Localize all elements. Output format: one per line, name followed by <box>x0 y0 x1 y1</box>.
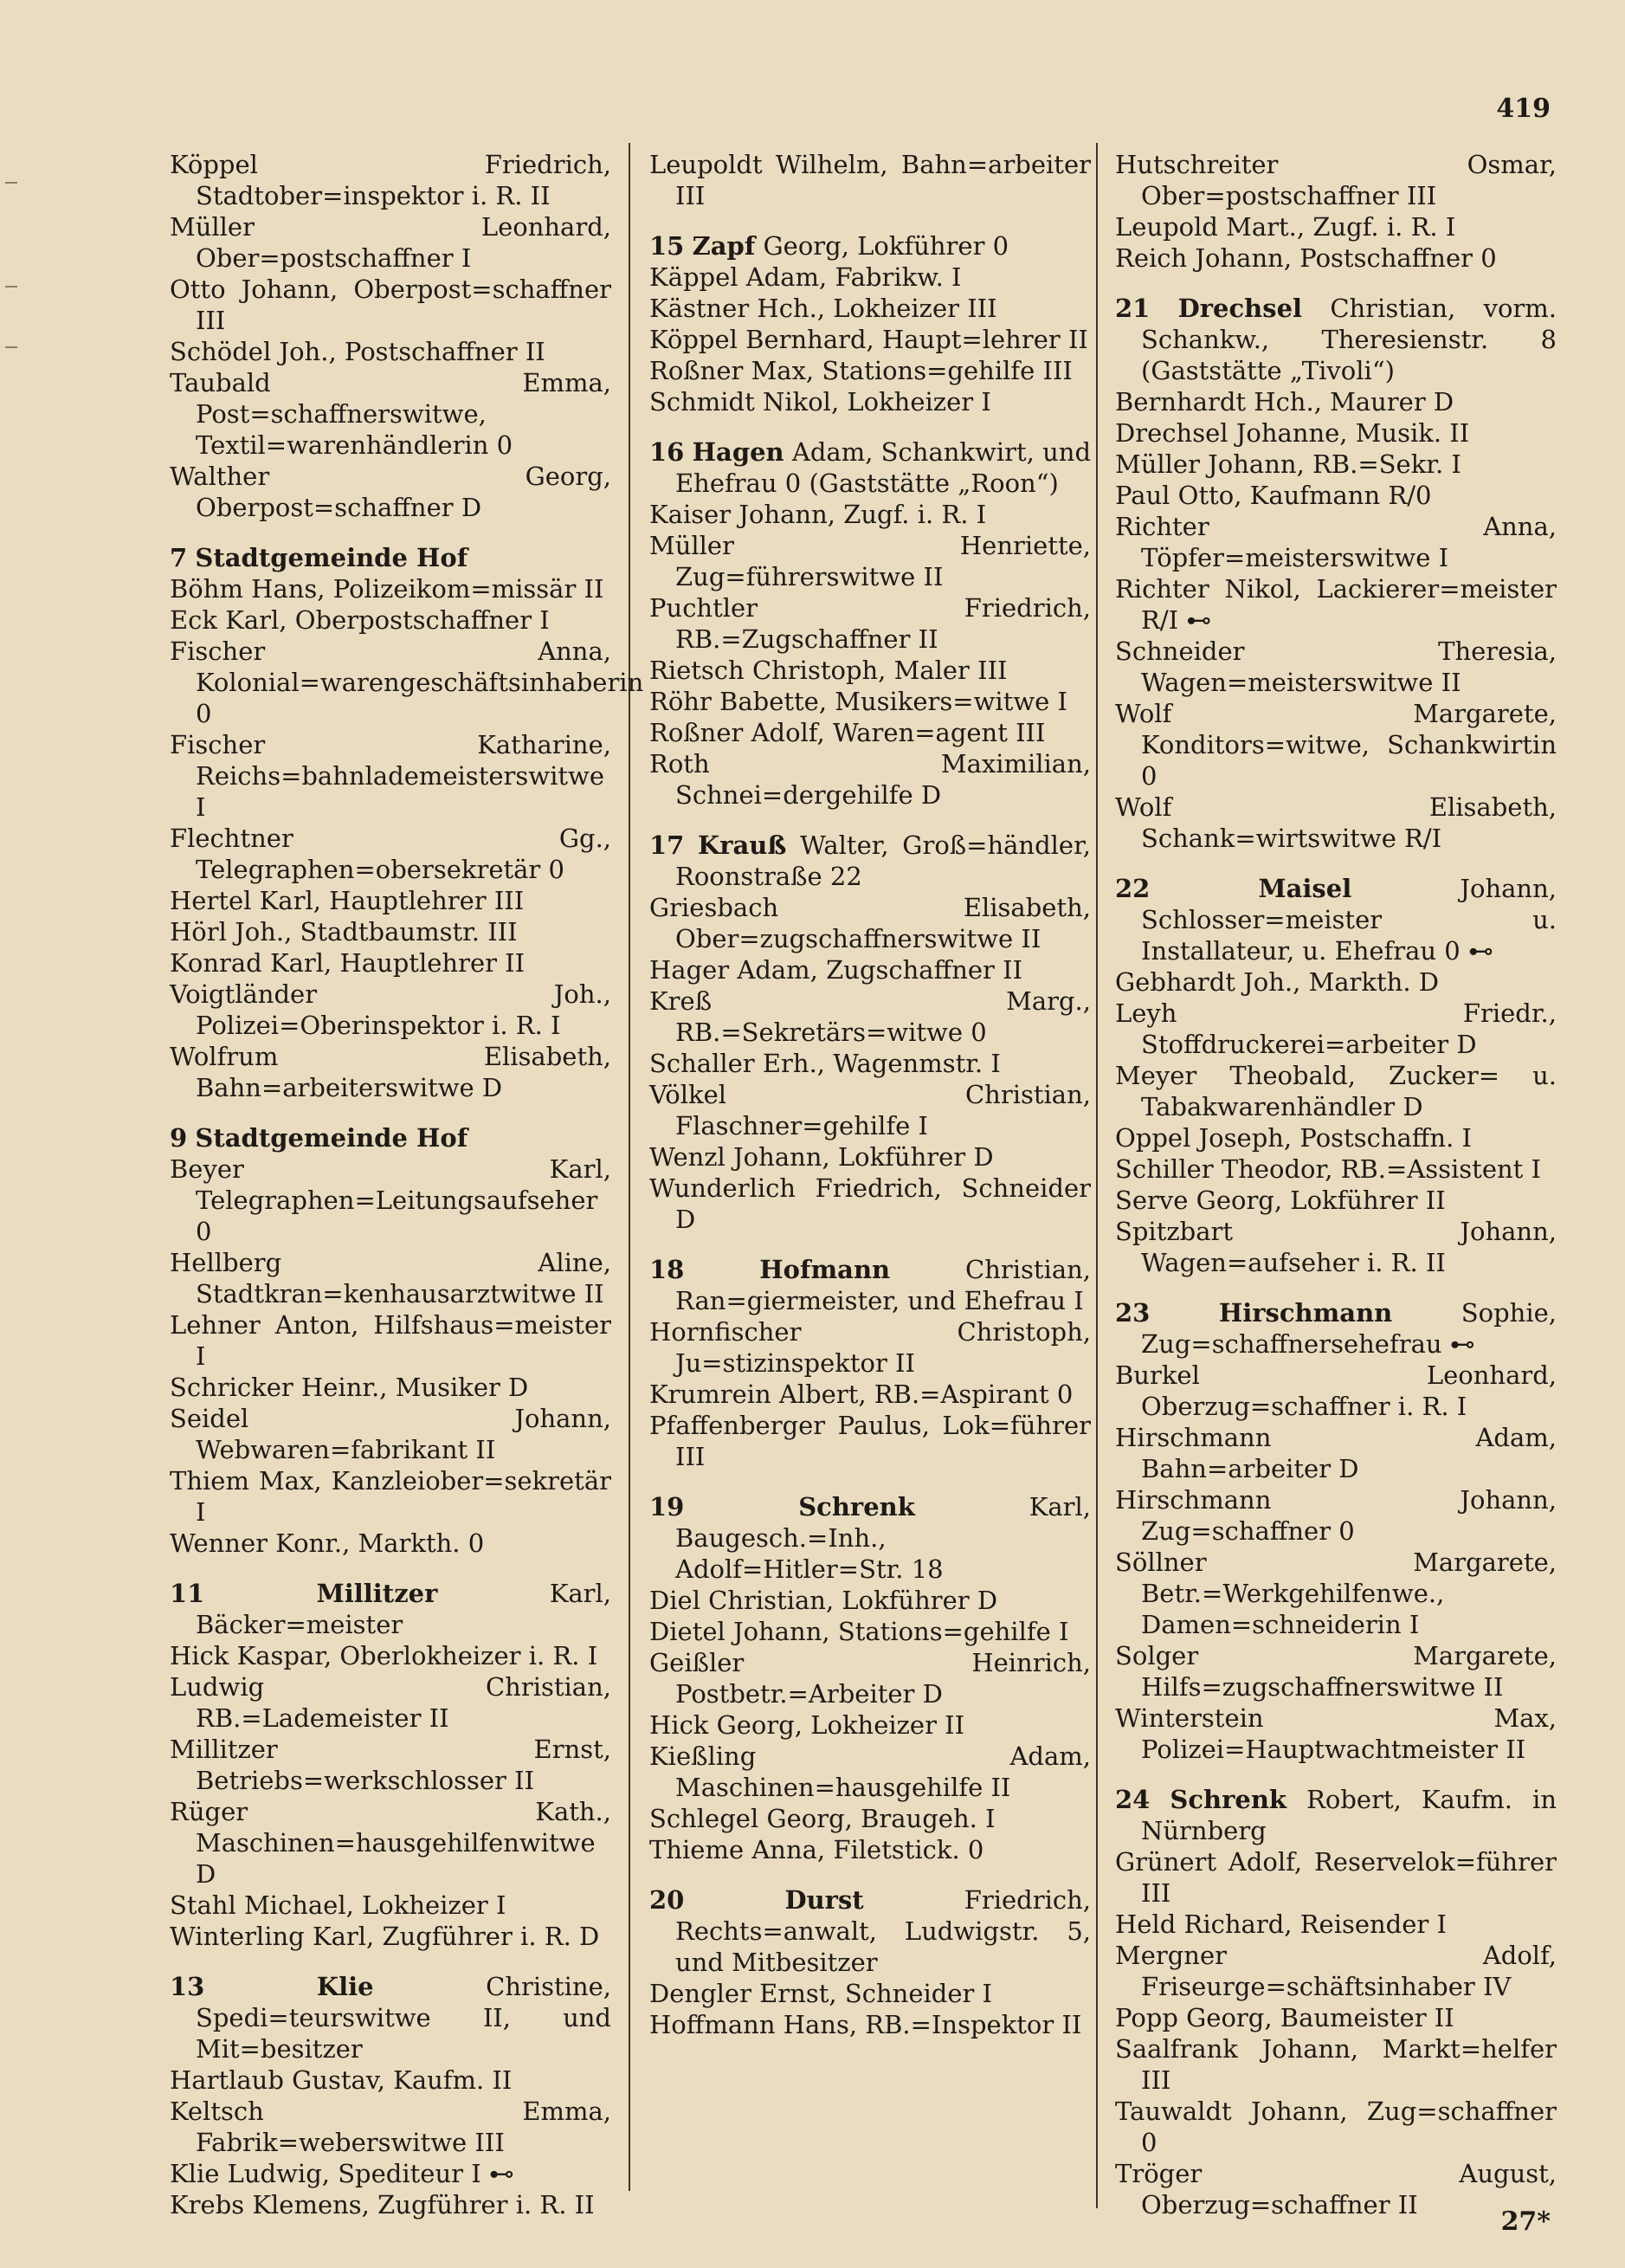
owner-details: Adam, Schankwirt, und Ehefrau 0 (Gaststätte „Roon“) <box>675 437 1092 498</box>
house-number: 16 <box>649 437 685 467</box>
resident-entry: Geißler Heinrich, Postbetr.=Arbeiter D <box>649 1648 1091 1709</box>
resident-entry: Wunderlich Friedrich, Schneider D <box>649 1173 1091 1234</box>
owner-details: Friedrich, Rechts=anwalt, Ludwigstr. 5, und Mitbesitzer <box>675 1885 1092 1977</box>
resident-entry: Tröger August, Oberzug=schaffner II <box>1115 2159 1557 2220</box>
house-number: 19 <box>649 1492 685 1522</box>
resident-entry: Hertel Karl, Hauptlehrer III <box>170 886 525 915</box>
resident-entry: Kießling Adam, Maschinen=hausgehilfe II <box>649 1741 1091 1802</box>
owner-name: Maisel <box>1258 874 1352 903</box>
house-block <box>649 436 1091 811</box>
owner-name: Stadtgemeinde Hof <box>195 1123 468 1153</box>
owner-details: Christian, vorm. Schankw., Theresienstr. 8 (Gaststätte „Tivoli“) <box>1141 294 1557 385</box>
house-number: 20 <box>649 1885 685 1915</box>
resident-entry: Hutschreiter Osmar, Ober=postschaffner III <box>1115 150 1557 210</box>
house-owner-entry <box>1115 293 1557 386</box>
house-owner-entry <box>1115 1784 1557 1846</box>
owner-details: Christine, Spedi=teurswitwe II, und Mit=besitzer <box>196 1972 611 2064</box>
resident-entry: Flechtner Gg., Telegraphen=obersekretär 0 <box>170 824 611 884</box>
house-owner-entry <box>649 1491 1091 1585</box>
resident-entry: Rietsch Christoph, Maler III <box>649 656 1008 685</box>
house-owner-entry <box>170 542 611 573</box>
resident-entry: Drechsel Johanne, Musik. II <box>1115 418 1470 448</box>
owner-details: Johann, Schlosser=meister u. Installateur, u. Ehefrau 0 ⊷ <box>1141 874 1557 966</box>
resident-entry: Solger Margarete, Hilfs=zugschaffnerswitwe II <box>1115 1641 1557 1702</box>
house-number: 18 <box>649 1255 685 1284</box>
house-number: 23 <box>1115 1298 1151 1328</box>
resident-entry: Schaller Erh., Wagenmstr. I <box>649 1049 1001 1078</box>
binding-mark <box>5 346 17 348</box>
column-1 <box>170 149 644 2220</box>
resident-entry: Wolf Elisabeth, Schank=wirtswitwe R/I <box>1115 792 1557 853</box>
resident-entry: Mergner Adolf, Friseurge=schäftsinhaber IV <box>1115 1941 1557 2001</box>
column-divider <box>629 143 630 2191</box>
resident-entry: Köppel Friedrich, Stadtober=inspektor i. R. II <box>170 150 611 210</box>
resident-entry: Müller Henriette, Zug=führerswitwe II <box>649 531 1091 591</box>
resident-entry: Winterstein Max, Polizei=Hauptwachtmeister II <box>1115 1703 1557 1764</box>
owner-name: Schrenk <box>798 1492 915 1522</box>
resident-entry: Wenzl Johann, Lokführer D <box>649 1142 994 1172</box>
resident-entry: Hartlaub Gustav, Kaufm. II <box>170 2065 513 2095</box>
owner-name: Klie <box>316 1972 374 2001</box>
resident-entry: Leupoldt Wilhelm, Bahn=arbeiter III <box>649 150 1091 210</box>
resident-entry: Klie Ludwig, Spediteur I ⊷ <box>170 2159 514 2188</box>
house-number: 11 <box>170 1579 205 1608</box>
resident-entry: Millitzer Ernst, Betriebs=werkschlosser II <box>170 1735 611 1795</box>
column-2 <box>649 149 1091 2040</box>
resident-entry: Rüger Kath., Maschinen=hausgehilfenwitwe D <box>170 1797 611 1889</box>
resident-entry: Thiem Max, Kanzleiober=sekretär I <box>170 1466 611 1527</box>
house-block <box>170 542 644 1103</box>
column-divider <box>1096 143 1098 2208</box>
owner-details: Karl, Baugesch.=Inh., Adolf=Hitler=Str. 18 <box>675 1492 1092 1584</box>
house-block <box>649 1491 1091 1865</box>
owner-name: Drechsel <box>1177 294 1303 323</box>
resident-entry: Hick Kaspar, Oberlokheizer i. R. I <box>170 1641 598 1670</box>
resident-entry: Wolf Margarete, Konditors=witwe, Schankwirtin 0 <box>1115 699 1557 791</box>
resident-entry: Müller Leonhard, Ober=postschaffner I <box>170 212 611 273</box>
resident-entry: Hornfischer Christoph, Ju=stizinspektor II <box>649 1317 1091 1378</box>
resident-entry: Keltsch Emma, Fabrik=weberswitwe III <box>170 2097 611 2157</box>
house-owner-entry <box>649 230 1091 262</box>
house-block <box>1115 1297 1557 1765</box>
resident-entry: Pfaffenberger Paulus, Lok=führer III <box>649 1411 1091 1471</box>
resident-entry: Röhr Babette, Musikers=witwe I <box>649 687 1068 716</box>
page-number: 419 <box>1496 94 1551 124</box>
resident-entry: Meyer Theobald, Zucker= u. Tabakwarenhändler D <box>1115 1061 1557 1121</box>
resident-entry: Paul Otto, Kaufmann R/0 <box>1115 481 1432 510</box>
resident-entry: Konrad Karl, Hauptlehrer II <box>170 948 526 978</box>
resident-entry: Dengler Ernst, Schneider I <box>649 1979 993 2008</box>
house-block <box>1115 873 1557 1278</box>
owner-name: Krauß <box>698 830 787 860</box>
resident-entry: Richter Anna, Töpfer=meisterswitwe I <box>1115 512 1557 572</box>
resident-entry: Taubald Emma, Post=schaffnerswitwe, Textil=warenhändlerin 0 <box>170 368 611 460</box>
owner-name: Hirschmann <box>1218 1298 1393 1328</box>
house-block <box>649 830 1091 1235</box>
owner-name: Millitzer <box>316 1579 438 1608</box>
owner-name: Hagen <box>692 437 784 467</box>
binding-mark <box>5 286 17 288</box>
resident-entry: Hager Adam, Zugschaffner II <box>649 955 1023 985</box>
house-block <box>1115 293 1557 854</box>
house-owner-entry <box>170 1122 611 1153</box>
column-3 <box>1115 149 1557 2220</box>
owner-details: Walter, Groß=händler, Roonstraße 22 <box>675 830 1091 891</box>
resident-entry: Bernhardt Hch., Maurer D <box>1115 387 1454 417</box>
resident-entry: Ludwig Christian, RB.=Lademeister II <box>170 1672 611 1733</box>
house-number: 21 <box>1115 294 1151 323</box>
resident-entry: Schiller Theodor, RB.=Assistent I <box>1115 1154 1541 1184</box>
house-number: 15 <box>649 231 685 261</box>
resident-entry: Schlegel Georg, Braugeh. I <box>649 1804 996 1833</box>
house-owner-entry <box>170 1971 611 2064</box>
owner-name: Hofmann <box>759 1255 891 1284</box>
resident-entry: Dietel Johann, Stations=gehilfe I <box>649 1617 1069 1646</box>
resident-entry: Roßner Max, Stations=gehilfe III <box>649 356 1073 385</box>
resident-entry: Richter Nikol, Lackierer=meister R/I ⊷ <box>1115 574 1557 635</box>
resident-entry: Stahl Michael, Lokheizer I <box>170 1890 506 1920</box>
resident-entry: Beyer Karl, Telegraphen=Leitungsaufseher 0 <box>170 1154 611 1246</box>
resident-entry: Schricker Heinr., Musiker D <box>170 1373 529 1402</box>
resident-entry: Wolfrum Elisabeth, Bahn=arbeiterswitwe D <box>170 1042 611 1102</box>
resident-entry: Leyh Friedr., Stoffdruckerei=arbeiter D <box>1115 998 1557 1059</box>
owner-details: Robert, Kaufm. in Nürnberg <box>1141 1785 1557 1845</box>
resident-entry: Hoffmann Hans, RB.=Inspektor II <box>649 2010 1082 2039</box>
resident-entry: Söllner Margarete, Betr.=Werkgehilfenwe., Damen=schneiderin I <box>1115 1548 1557 1639</box>
resident-entry: Diel Christian, Lokführer D <box>649 1586 998 1615</box>
house-block <box>649 1884 1091 2040</box>
resident-entry: Fischer Katharine, Reichs=bahnlademeisterswitwe I <box>170 730 611 822</box>
resident-entry: Käppel Adam, Fabrikw. I <box>649 262 962 292</box>
resident-entry: Völkel Christian, Flaschner=gehilfe I <box>649 1080 1091 1140</box>
resident-entry: Schmidt Nikol, Lokheizer I <box>649 387 991 417</box>
house-block <box>170 149 611 523</box>
signature-mark: 27* <box>1500 2207 1551 2237</box>
house-owner-entry <box>170 1578 611 1640</box>
house-number: 22 <box>1115 874 1151 903</box>
resident-entry: Oppel Joseph, Postschaffn. I <box>1115 1123 1472 1153</box>
house-number: 17 <box>649 830 685 860</box>
resident-entry: Gebhardt Joh., Markth. D <box>1115 967 1440 997</box>
house-block <box>1115 149 1557 274</box>
resident-entry: Müller Johann, RB.=Sekr. I <box>1115 449 1461 479</box>
resident-entry: Popp Georg, Baumeister II <box>1115 2003 1454 2032</box>
owner-details: Karl, Bäcker=meister <box>196 1579 611 1639</box>
resident-entry: Thieme Anna, Filetstick. 0 <box>649 1835 984 1864</box>
house-block <box>170 1971 611 2220</box>
resident-entry: Puchtler Friedrich, RB.=Zugschaffner II <box>649 593 1091 654</box>
resident-entry: Tauwaldt Johann, Zug=schaffner 0 <box>1115 2097 1557 2157</box>
resident-entry: Schödel Joh., Postschaffner II <box>170 337 545 366</box>
resident-entry: Walther Georg, Oberpost=schaffner D <box>170 462 611 522</box>
resident-entry: Fischer Anna, Kolonial=warengeschäftsinhaberin 0 <box>170 636 644 728</box>
resident-entry: Kreß Marg., RB.=Sekretärs=witwe 0 <box>649 986 1091 1047</box>
resident-entry: Kästner Hch., Lokheizer III <box>649 294 997 323</box>
resident-entry: Krebs Klemens, Zugführer i. R. II <box>170 2190 595 2220</box>
resident-entry: Hirschmann Adam, Bahn=arbeiter D <box>1115 1423 1557 1483</box>
house-owner-entry <box>1115 1297 1557 1360</box>
owner-name: Schrenk <box>1170 1785 1287 1814</box>
resident-entry: Seidel Johann, Webwaren=fabrikant II <box>170 1404 611 1464</box>
resident-entry: Serve Georg, Lokführer II <box>1115 1186 1446 1215</box>
resident-entry: Spitzbart Johann, Wagen=aufseher i. R. II <box>1115 1217 1557 1277</box>
binding-mark <box>5 182 17 184</box>
owner-details: Sophie, Zug=schaffnersehefrau ⊷ <box>1141 1298 1557 1359</box>
resident-entry: Saalfrank Johann, Markt=helfer III <box>1115 2034 1557 2095</box>
resident-entry: Lehner Anton, Hilfshaus=meister I <box>170 1310 611 1371</box>
house-block <box>649 149 1091 211</box>
owner-name: Durst <box>784 1885 864 1915</box>
owner-name: Zapf <box>692 231 756 261</box>
resident-entry: Leupold Mart., Zugf. i. R. I <box>1115 212 1456 242</box>
resident-entry: Otto Johann, Oberpost=schaffner III <box>170 275 611 335</box>
house-block <box>170 1578 611 1952</box>
house-block <box>649 230 1091 417</box>
resident-entry: Kaiser Johann, Zugf. i. R. I <box>649 500 987 529</box>
resident-entry: Böhm Hans, Polizeikom=missär II <box>170 574 604 604</box>
resident-entry: Krumrein Albert, RB.=Aspirant 0 <box>649 1380 1074 1409</box>
resident-entry: Winterling Karl, Zugführer i. R. D <box>170 1922 600 1951</box>
house-block <box>1115 1784 1557 2220</box>
resident-entry: Hellberg Aline, Stadtkran=kenhausarztwitwe II <box>170 1248 611 1308</box>
resident-entry: Grünert Adolf, Reservelok=führer III <box>1115 1847 1557 1908</box>
resident-entry: Roth Maximilian, Schnei=dergehilfe D <box>649 749 1091 810</box>
house-number: 7 <box>170 543 188 572</box>
house-number: 24 <box>1115 1785 1151 1814</box>
owner-details: Christian, Ran=giermeister, und Ehefrau I <box>675 1255 1092 1315</box>
resident-entry: Hirschmann Johann, Zug=schaffner 0 <box>1115 1485 1557 1546</box>
owner-name: Stadtgemeinde Hof <box>195 543 468 572</box>
resident-entry: Köppel Bernhard, Haupt=lehrer II <box>649 325 1088 354</box>
house-owner-entry <box>649 436 1091 499</box>
resident-entry: Eck Karl, Oberpostschaffner I <box>170 605 550 635</box>
house-number: 13 <box>170 1972 205 2001</box>
house-owner-entry <box>1115 873 1557 966</box>
resident-entry: Wenner Konr., Markth. 0 <box>170 1528 485 1558</box>
house-number: 9 <box>170 1123 188 1153</box>
house-owner-entry <box>649 830 1091 892</box>
resident-entry: Burkel Leonhard, Oberzug=schaffner i. R. I <box>1115 1360 1557 1421</box>
owner-details: Georg, Lokführer 0 <box>763 231 1009 261</box>
house-owner-entry <box>649 1884 1091 1978</box>
house-block <box>649 1254 1091 1472</box>
resident-entry: Roßner Adolf, Waren=agent III <box>649 718 1046 747</box>
house-owner-entry <box>649 1254 1091 1316</box>
resident-entry: Schneider Theresia, Wagen=meisterswitwe II <box>1115 636 1557 697</box>
house-block <box>170 1122 611 1559</box>
resident-entry: Reich Johann, Postschaffner 0 <box>1115 243 1497 273</box>
resident-entry: Hörl Joh., Stadtbaumstr. III <box>170 917 518 947</box>
resident-entry: Voigtländer Joh., Polizei=Oberinspektor i. R. I <box>170 979 611 1040</box>
resident-entry: Held Richard, Reisender I <box>1115 1909 1447 1939</box>
resident-entry: Griesbach Elisabeth, Ober=zugschaffnerswitwe II <box>649 893 1091 953</box>
resident-entry: Hick Georg, Lokheizer II <box>649 1710 965 1740</box>
